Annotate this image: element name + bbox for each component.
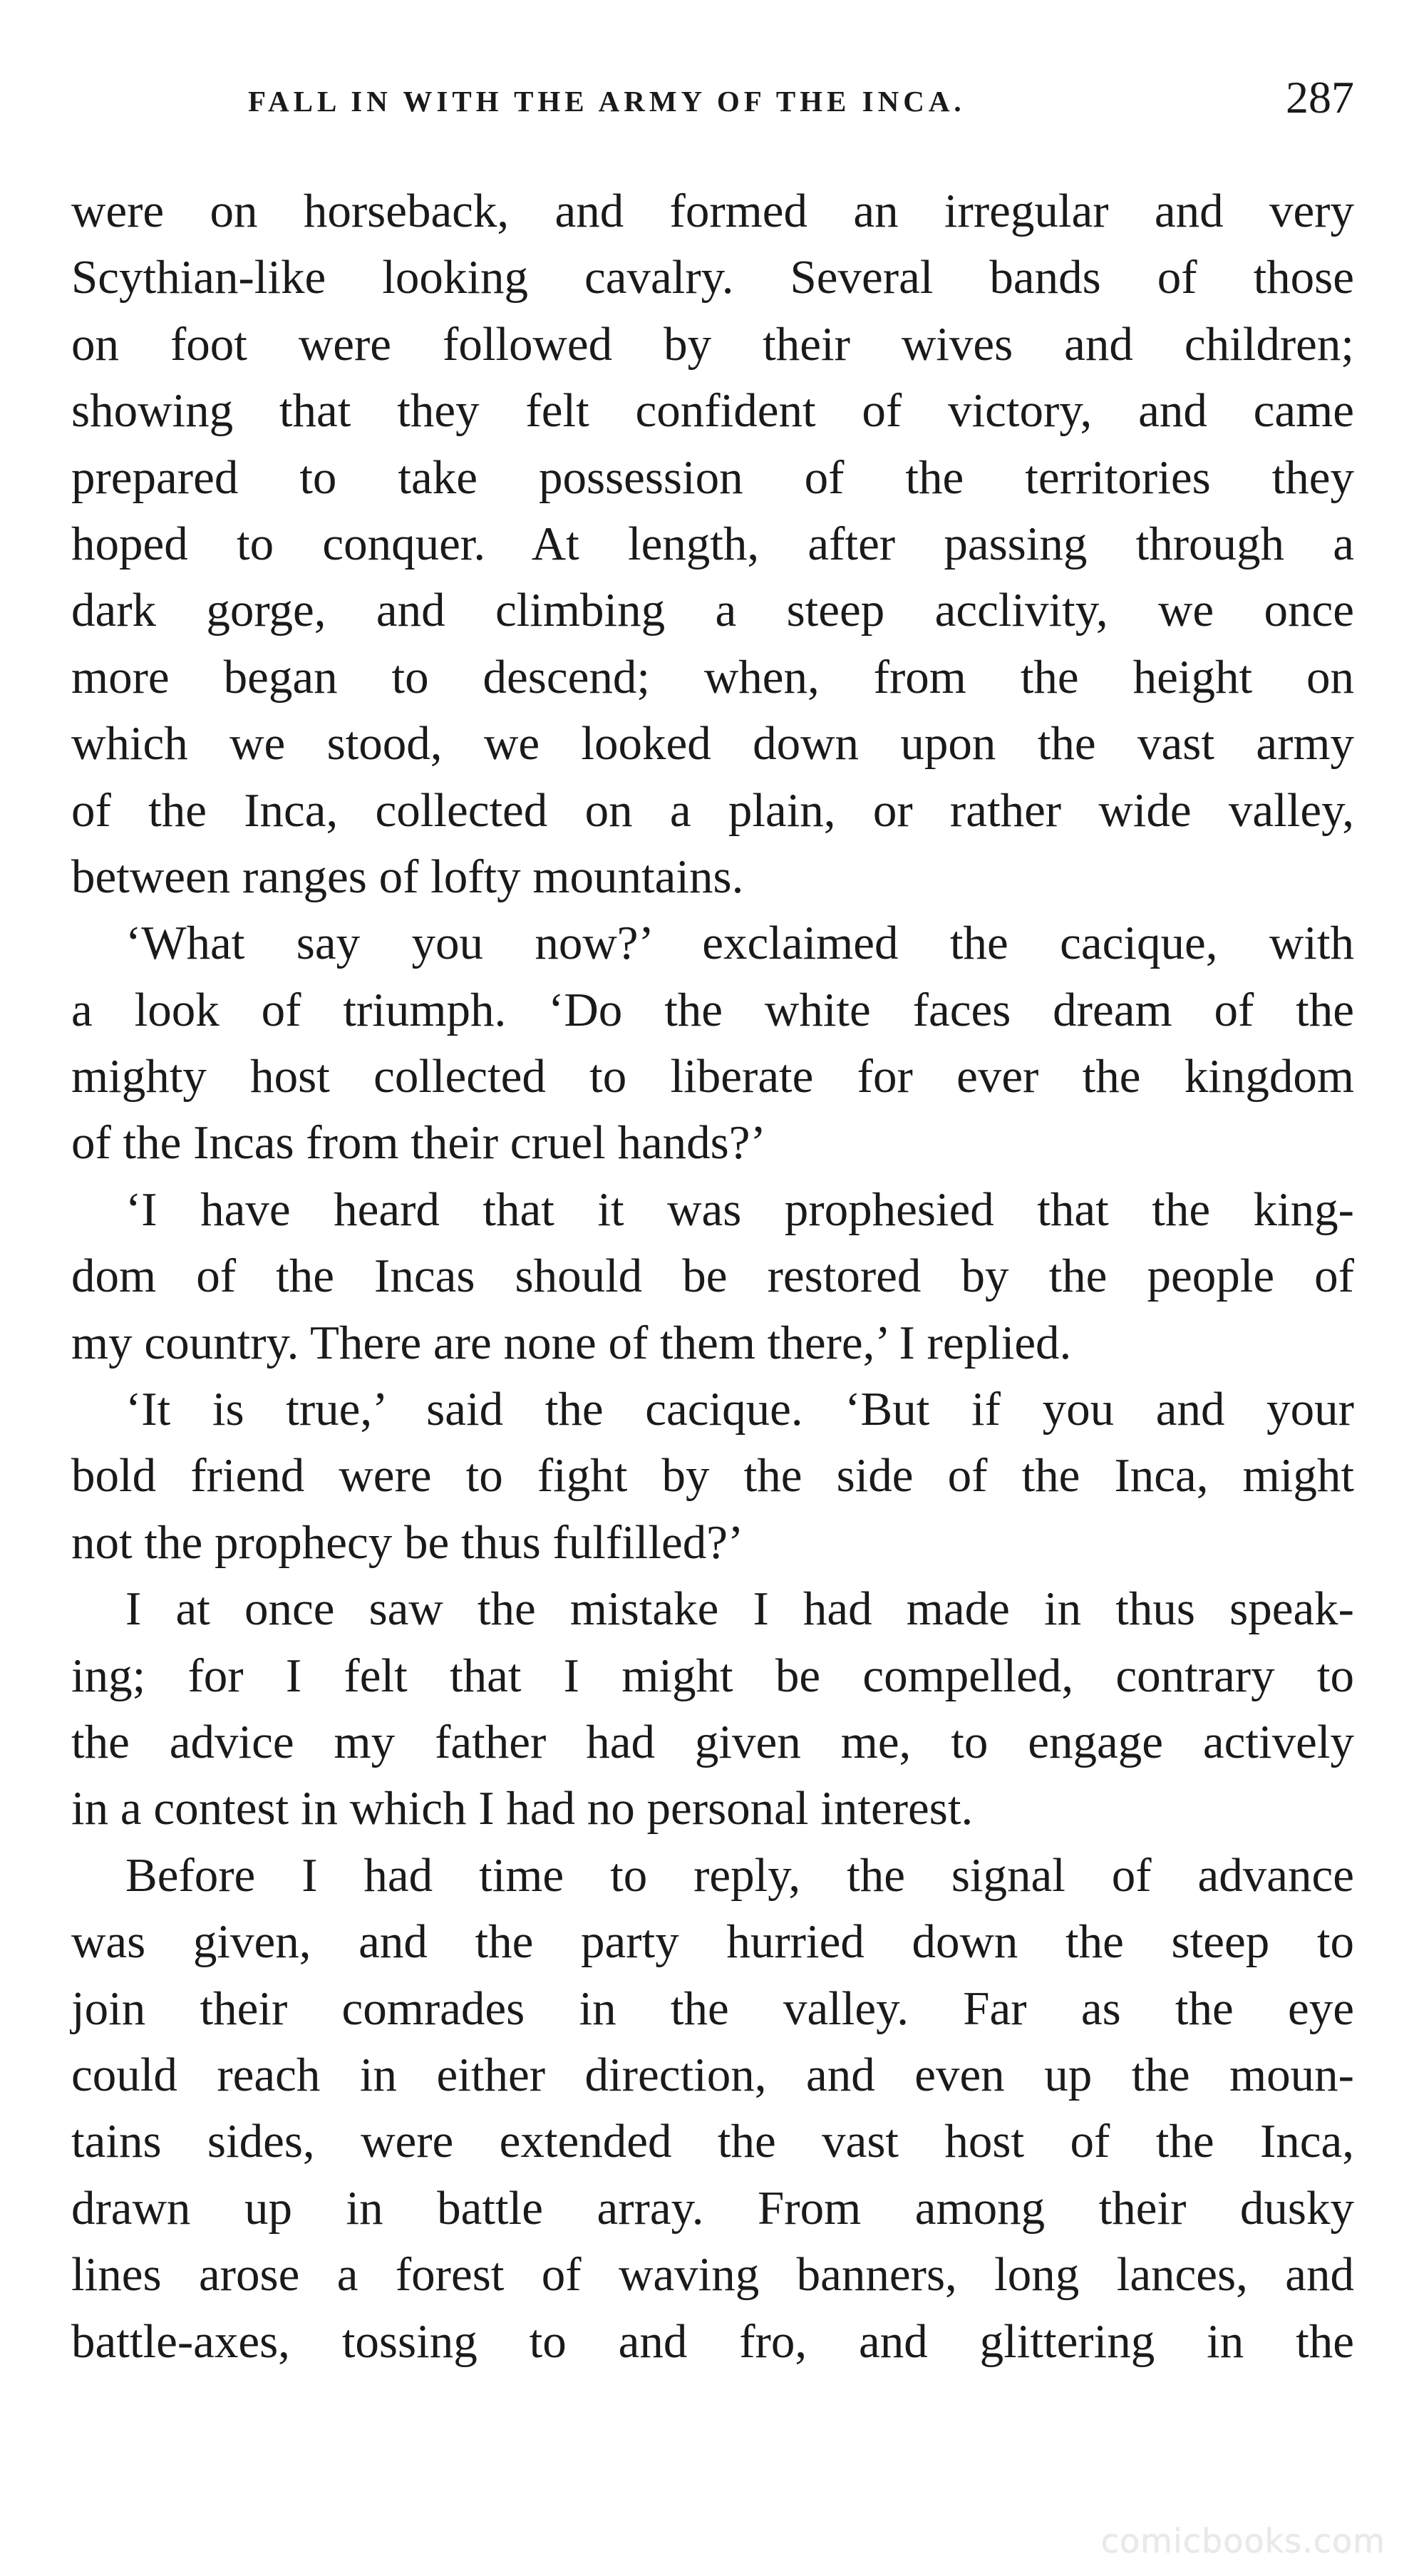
body-text <box>71 178 1354 2388</box>
text-line: ing; for I felt that I might be compelled, contrary to <box>71 1649 1354 1702</box>
text-line: was given, and the party hurried down the steep to <box>71 1915 1354 1969</box>
page-number: 287 <box>1286 72 1354 123</box>
text-line: battle-axes, tossing to and fro, and glittering in the <box>71 2314 1354 2368</box>
text-line: prepared to take possession of the territories they <box>71 450 1354 504</box>
text-line: could reach in either direction, and even up the moun- <box>71 2048 1354 2101</box>
text-line: of the Inca, collected on a plain, or rather wide valley, <box>71 783 1354 837</box>
text-line: Scythian-like looking cavalry. Several bands of those <box>71 251 1354 304</box>
running-head <box>71 71 1354 135</box>
watermark-logo: comicbooks.com <box>1100 2522 1385 2560</box>
text-line: the advice my father had given me, to engage actively <box>71 1715 1354 1768</box>
text-line: my country. There are none of them there,’ I replied. <box>71 1316 1072 1369</box>
text-line: showing that they felt confident of victory, and came <box>71 384 1354 438</box>
text-line: of the Incas from their cruel hands?’ <box>71 1116 766 1170</box>
text-line: I at once saw the mistake I had made in thus speak- <box>125 1582 1354 1636</box>
text-line: lines arose a forest of waving banners, long lances, and <box>71 2248 1354 2302</box>
text-line: hoped to conquer. At length, after passing through a <box>71 517 1354 570</box>
text-line: join their comrades in the valley. Far as the eye <box>71 1982 1354 2035</box>
text-line: mighty host collected to liberate for ever the kingdom <box>71 1050 1354 1103</box>
text-line: drawn up in battle array. From among their dusky <box>71 2181 1354 2235</box>
text-line: Before I had time to reply, the signal of advance <box>125 1848 1354 1902</box>
text-line: which we stood, we looked down upon the vast army <box>71 717 1354 771</box>
chapter-heading: FALL IN WITH THE ARMY OF THE INCA. <box>248 85 966 118</box>
text-line: a look of triumph. ‘Do the white faces dream of the <box>71 983 1354 1036</box>
text-line: ‘I have heard that it was prophesied that the king- <box>125 1183 1354 1236</box>
text-line: bold friend were to fight by the side of the Inca, might <box>71 1449 1354 1503</box>
text-line: between ranges of lofty mountains. <box>71 850 744 903</box>
text-line: more began to descend; when, from the height on <box>71 650 1354 704</box>
text-line: ‘It is true,’ said the cacique. ‘But if you and your <box>125 1383 1354 1436</box>
text-line: dark gorge, and climbing a steep acclivity, we once <box>71 584 1354 637</box>
text-line: were on horseback, and formed an irregular and very <box>71 185 1354 237</box>
text-line: in a contest in which I had no personal interest. <box>71 1782 974 1835</box>
text-line: on foot were followed by their wives and children; <box>71 317 1354 371</box>
text-line: dom of the Incas should be restored by the people of <box>71 1250 1354 1303</box>
text-line: not the prophecy be thus fulfilled?’ <box>71 1515 744 1569</box>
text-line: ‘What say you now?’ exclaimed the cacique, with <box>125 917 1354 970</box>
text-line: tains sides, were extended the vast host of the Inca, <box>71 2115 1354 2168</box>
